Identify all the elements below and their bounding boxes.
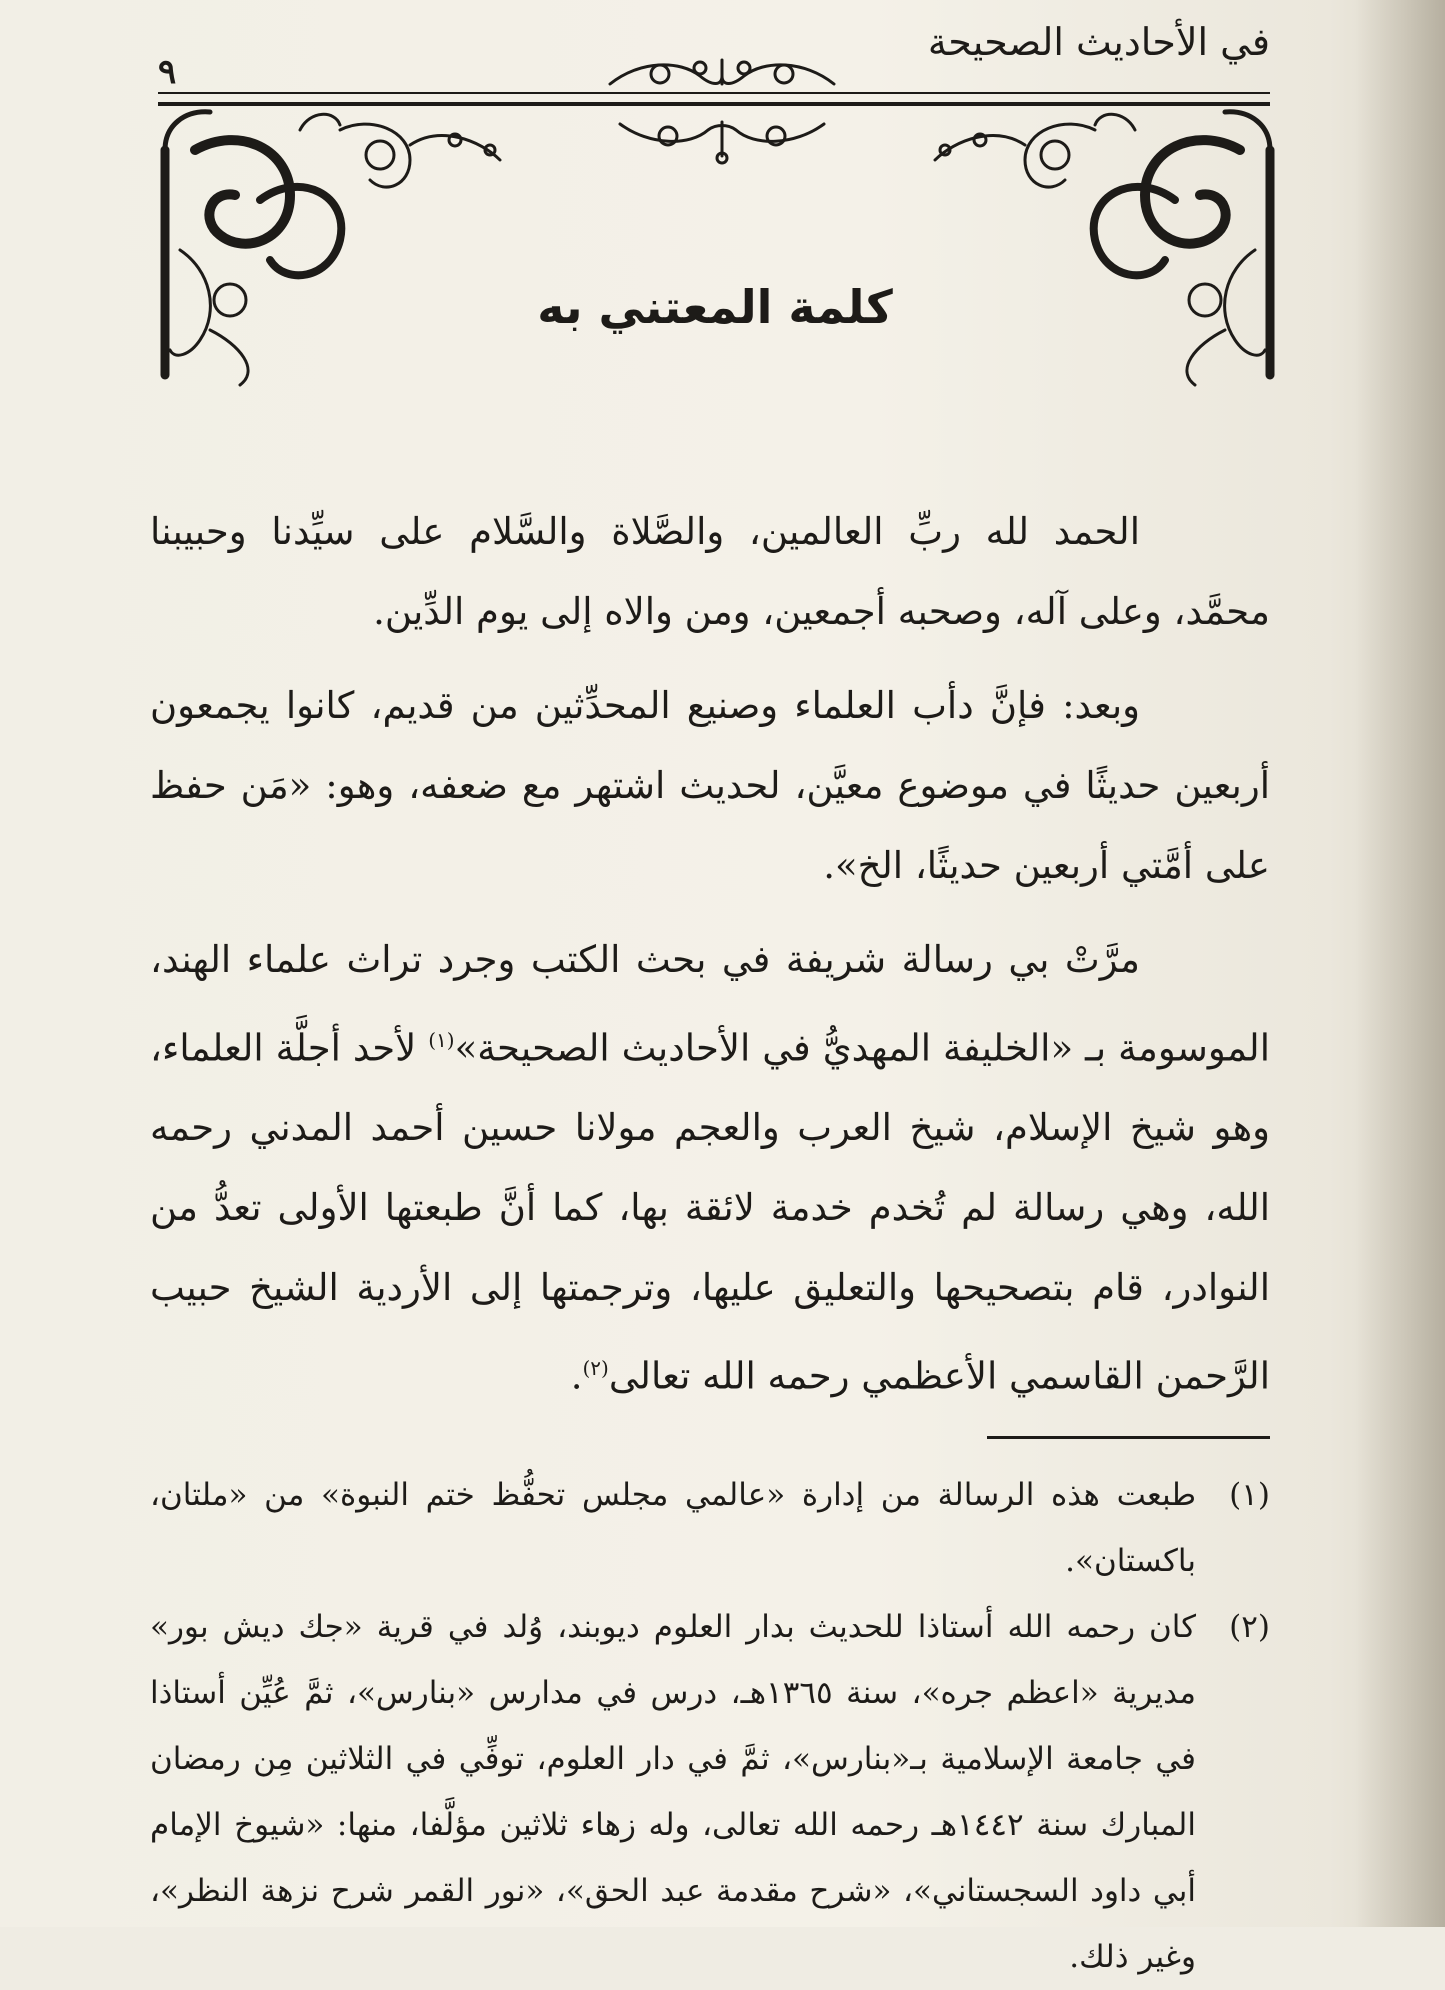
decorative-frame — [0, 0, 1445, 420]
top-flourish-ornament — [610, 60, 834, 84]
footnote-text: طبعت هذه الرسالة من إدارة «عالمي مجلس تحفُّظ ختم النبوة» من «ملتان، باكستان». — [150, 1477, 1196, 1579]
running-head: في الأحاديث الصحيحة — [927, 20, 1270, 64]
paragraph-3-end: . — [570, 1354, 583, 1398]
paragraph-2 — [150, 666, 1270, 906]
section-title: كلمة المعتني به — [537, 280, 893, 334]
paragraph-3 — [150, 920, 1270, 1417]
footnote-separator — [987, 1436, 1270, 1439]
footnote-number: (١) — [1229, 1477, 1270, 1513]
footnote-ref-1: (١) — [428, 1028, 455, 1052]
paragraph-3-text-b: لأحد أجلَّة العلماء، وهو شيخ الإسلام، شيخ العرب والعجم مولانا حسين أحمد المدني رحمه الله، وهي رسالة لم تُخدم خدمة لائقة بها، كما أنَّ طبعتها الأولى تعدُّ من النوادر، قام بتصحيحها والتعليق عليها، وترجمتها إلى الأردية الشيخ حبيب الرَّحمن القاسمي الأعظمي رحمه الله تعالى — [150, 1026, 1270, 1398]
footnote-2 — [150, 1594, 1270, 1990]
footnote-text: كان رحمه الله أستاذا للحديث بدار العلوم ديوبند، وُلد في قرية «جك ديش بور» مديرية «اعظم جره»، سنة ١٣٦٥هـ، درس في مدارس «بنارس»، ثمَّ عُيِّن أستاذا في جامعة الإسلامية بـ«بنارس»، ثمَّ في دار العلوم، توفِّي في الثلاثين مِن رمضان المبارك سنة ١٤٤٢هـ رحمه الله تعالى، وله زهاء ثلاثين مؤلَّفا، منها: «شيوخ الإمام أبي داود السجستاني»، «شرح مقدمة عبد الحق»، «نور القمر شرح نزهة النظر»، وغير ذلك. — [150, 1609, 1196, 1975]
footnote-1 — [150, 1462, 1270, 1594]
right-corner-ornament — [935, 112, 1270, 385]
paragraph-3-text-a: مرَّتْ بي رسالة شريفة في بحث الكتب وجرد تراث علماء الهند، الموسومة بـ «الخليفة المهديُّ في الأحاديث الصحيحة» — [150, 938, 1270, 1070]
footnotes — [150, 1462, 1270, 1990]
footnote-ref-2: (٢) — [582, 1356, 609, 1381]
body-text — [150, 492, 1270, 1417]
footnote-number: (٢) — [1229, 1609, 1270, 1645]
center-flourish-ornament — [620, 122, 824, 163]
left-corner-ornament — [165, 112, 500, 385]
paragraph-2-text: وبعد: فإنَّ دأب العلماء وصنيع المحدِّثين من قديم، كانوا يجمعون أربعين حديثًا في موضوع معيَّن، لحديث اشتهر مع ضعفه، وهو: «مَن حفظ على أمَّتي أربعين حديثًا، الخ». — [150, 684, 1270, 887]
paragraph-1 — [150, 492, 1270, 652]
page-number: ٩ — [158, 52, 177, 92]
paragraph-1-text: الحمد لله ربِّ العالمين، والصَّلاة والسَّلام على سيِّدنا وحبيبنا محمَّد، وعلى آله، وصحبه أجمعين، ومن والاه إلى يوم الدِّين. — [150, 510, 1270, 633]
